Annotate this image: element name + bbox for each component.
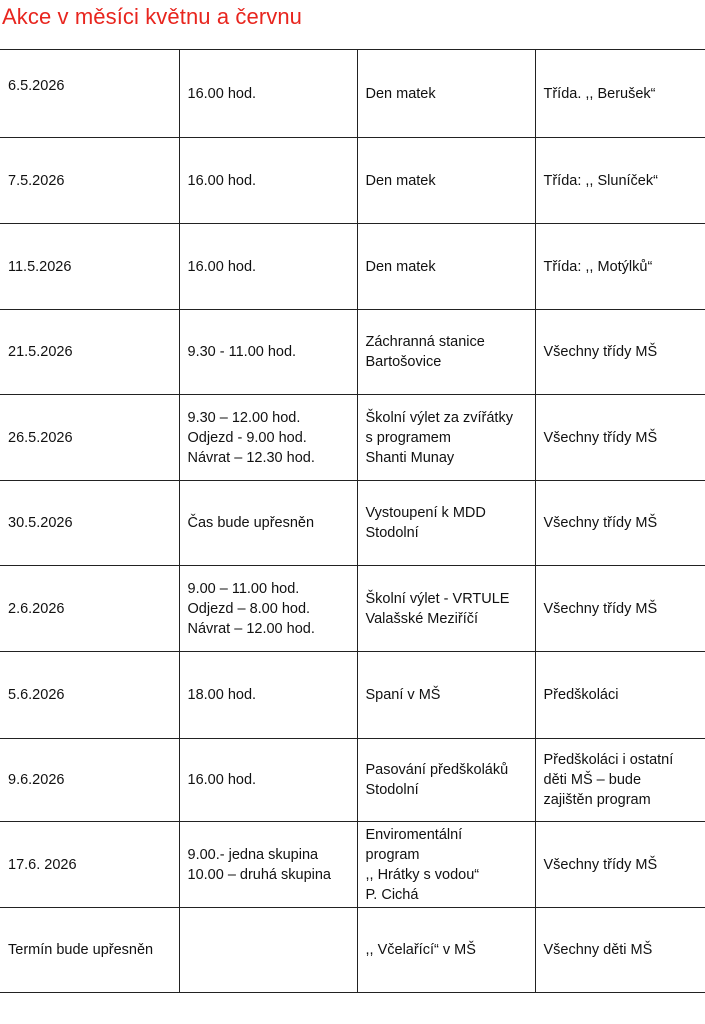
- participants-cell: [535, 652, 705, 739]
- participants-cell: [535, 50, 705, 138]
- time-line: 16.00 hod.: [187, 172, 257, 189]
- date-text: 5.6.2026: [8, 687, 65, 703]
- time-line: 16.00 hod.: [187, 85, 257, 102]
- table-row: [0, 652, 705, 739]
- time-cell: [179, 224, 357, 310]
- event-line: Záchranná stanice: [365, 334, 485, 350]
- event-cell: [357, 566, 535, 652]
- time-cell: [179, 739, 357, 822]
- date-cell: [0, 310, 179, 395]
- event-cell: [357, 50, 535, 138]
- table-row: [0, 50, 705, 138]
- table-row: [0, 224, 705, 310]
- date-text: 7.5.2026: [8, 172, 65, 189]
- event-line: s programem: [365, 429, 451, 446]
- events-table: [0, 49, 705, 993]
- event-cell: [357, 822, 535, 908]
- event-line: program: [365, 846, 420, 863]
- event-line: ,, Hrátky s vodou“: [365, 866, 480, 883]
- table-row: [0, 310, 705, 395]
- participants-line: zajištěn program: [543, 792, 651, 808]
- date-cell: [0, 481, 179, 566]
- table-row: [0, 395, 705, 481]
- participants-cell: [535, 481, 705, 566]
- event-line: ,, Včelařící“ v MŠ: [365, 942, 476, 958]
- participants-line: Všechny třídy MŠ: [543, 344, 658, 360]
- date-text: 6.5.2026: [8, 78, 65, 94]
- participants-cell: [535, 138, 705, 224]
- event-cell: [357, 395, 535, 481]
- participants-line: Všechny třídy MŠ: [543, 429, 658, 446]
- participants-cell: [535, 566, 705, 652]
- event-cell: [357, 481, 535, 566]
- time-line: Návrat – 12.30 hod.: [187, 449, 315, 466]
- date-cell: [0, 224, 179, 310]
- date-cell: [0, 395, 179, 481]
- time-line: Čas bude upřesněn: [187, 515, 315, 531]
- date-text: Termín bude upřesněn: [8, 942, 154, 958]
- time-cell: [179, 566, 357, 652]
- participants-line: Všechny třídy MŠ: [543, 600, 658, 617]
- time-line: 9.00 – 11.00 hod.: [187, 580, 300, 597]
- event-cell: [357, 652, 535, 739]
- participants-cell: [535, 739, 705, 822]
- event-line: Školní výlet za zvířátky: [365, 409, 513, 426]
- time-line: Návrat – 12.00 hod.: [187, 620, 315, 637]
- date-text: 9.6.2026: [8, 772, 65, 788]
- event-line: P. Cichá: [365, 886, 419, 903]
- event-line: Den matek: [365, 258, 436, 275]
- date-cell: [0, 908, 179, 993]
- date-text: 21.5.2026: [8, 344, 73, 360]
- time-line: Odjezd – 8.00 hod.: [187, 600, 311, 617]
- event-line: Vystoupení k MDD: [365, 505, 486, 521]
- date-cell: [0, 822, 179, 908]
- date-cell: [0, 652, 179, 739]
- date-text: 26.5.2026: [8, 429, 73, 446]
- participants-cell: [535, 310, 705, 395]
- table-row: [0, 739, 705, 822]
- time-cell: [179, 908, 357, 993]
- participants-line: Předškoláci: [543, 687, 619, 703]
- time-cell: [179, 822, 357, 908]
- time-line: 10.00 – druhá skupina: [187, 866, 331, 883]
- participants-line: Předškoláci i ostatní: [543, 752, 674, 768]
- time-line: 16.00 hod.: [187, 258, 257, 275]
- participants-line: děti MŠ – bude: [543, 772, 642, 788]
- time-line: 9.30 - 11.00 hod.: [187, 344, 297, 360]
- participants-line: Všechny třídy MŠ: [543, 856, 658, 873]
- event-line: Shanti Munay: [365, 449, 455, 466]
- participants-line: Všechny děti MŠ: [543, 942, 653, 958]
- event-line: Enviromentální: [365, 826, 463, 843]
- event-cell: [357, 739, 535, 822]
- event-line: Spaní v MŠ: [365, 687, 441, 703]
- event-line: Stodolní: [365, 782, 419, 798]
- date-cell: [0, 739, 179, 822]
- table-row: [0, 481, 705, 566]
- participants-cell: [535, 224, 705, 310]
- event-line: Den matek: [365, 85, 436, 102]
- date-cell: [0, 50, 179, 138]
- date-text: 17.6. 2026: [8, 856, 77, 873]
- participants-cell: [535, 395, 705, 481]
- participants-line: Všechny třídy MŠ: [543, 515, 658, 531]
- page-title: Akce v měsíci květnu a červnu: [2, 4, 303, 29]
- participants-line: Třída. ,, Berušek“: [543, 85, 656, 102]
- date-cell: [0, 138, 179, 224]
- table-row: [0, 822, 705, 908]
- table-row: [0, 566, 705, 652]
- time-cell: [179, 395, 357, 481]
- time-line: 9.30 – 12.00 hod.: [187, 409, 301, 426]
- time-cell: [179, 310, 357, 395]
- date-text: 2.6.2026: [8, 600, 65, 617]
- event-line: Stodolní: [365, 525, 419, 541]
- participants-cell: [535, 908, 705, 993]
- event-cell: [357, 224, 535, 310]
- event-line: Školní výlet - VRTULE: [365, 590, 510, 607]
- time-cell: [179, 50, 357, 138]
- time-line: Odjezd - 9.00 hod.: [187, 429, 307, 446]
- event-line: Pasování předškoláků: [365, 762, 509, 778]
- time-cell: [179, 481, 357, 566]
- event-cell: [357, 138, 535, 224]
- event-cell: [357, 310, 535, 395]
- date-text: 11.5.2026: [8, 258, 72, 275]
- participants-line: Třída: ,, Motýlků“: [543, 258, 653, 275]
- time-line: 16.00 hod.: [187, 772, 257, 788]
- event-line: Den matek: [365, 172, 436, 189]
- time-cell: [179, 138, 357, 224]
- event-line: Bartošovice: [365, 354, 442, 370]
- date-text: 30.5.2026: [8, 515, 73, 531]
- events-table-body: [0, 50, 705, 993]
- event-cell: [357, 908, 535, 993]
- time-line: 18.00 hod.: [187, 687, 257, 703]
- event-line: Valašské Meziříčí: [365, 610, 479, 627]
- table-row: [0, 138, 705, 224]
- time-line: 9.00.- jedna skupina: [187, 846, 319, 863]
- time-cell: [179, 652, 357, 739]
- participants-line: Třída: ,, Sluníček“: [543, 172, 658, 189]
- participants-cell: [535, 822, 705, 908]
- date-cell: [0, 566, 179, 652]
- table-row: [0, 908, 705, 993]
